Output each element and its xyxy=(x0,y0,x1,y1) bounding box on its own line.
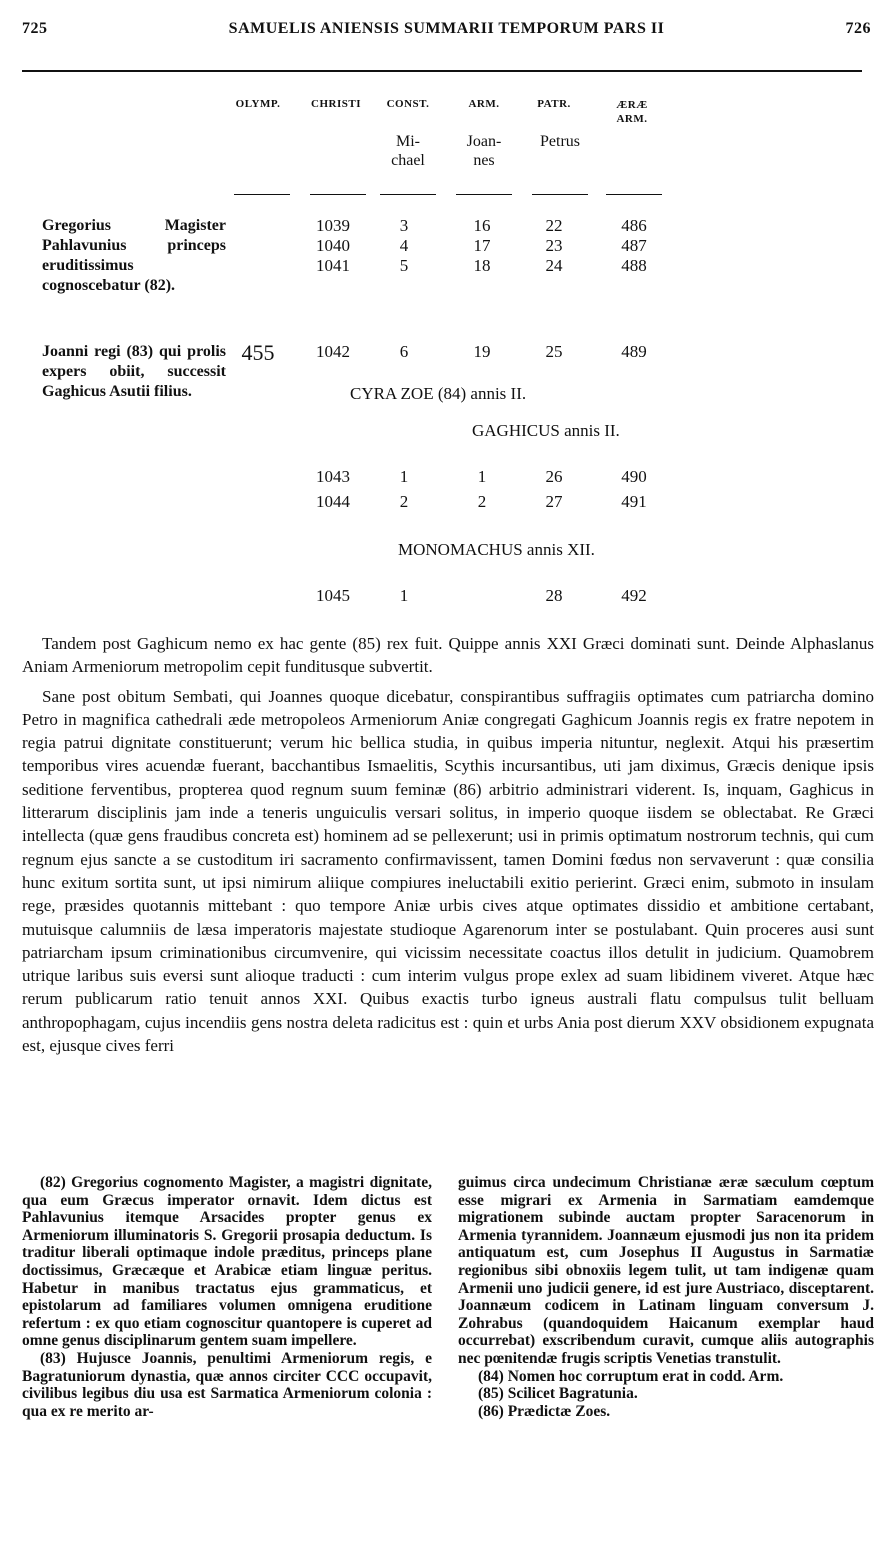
cell-christi: 1039 xyxy=(316,216,350,235)
cell-aerae: 492 xyxy=(621,586,647,605)
footnote: (82) Gregorius cognomento Magister, a magistri dignitate, qua eum Græcus imperator ornavit. Idem dictus est Pahlavunius itemque Arsacides propter genus ex Armeniorum illuminatoris S. Gregorii prosapia deductum. Is traditur liberali optimaque indole præditus, princeps plane doctissimus, Græcæque et Arabicæ etiam linguæ peritus. Habetur in manibus tractatus ejus grammaticus, et epistolarum ad familiares volumen omnigena eruditione refertum : ex quo etiam cognoscitur quantopere is cuperet ad omne genus disciplinarum gentem suam impellere. xyxy=(22,1174,432,1350)
col-patr: PATR. xyxy=(537,98,571,110)
cell-arm: 16 xyxy=(473,216,491,235)
cell-arm: 19 xyxy=(473,342,491,361)
cell-const: 6 xyxy=(399,342,409,361)
footnotes-right-column xyxy=(458,1174,874,1420)
header-rule xyxy=(22,70,862,72)
cell-const: 2 xyxy=(399,492,409,511)
column-rule xyxy=(380,194,436,195)
cell-const: 1 xyxy=(399,467,409,486)
cell-aerae: 486 xyxy=(621,216,647,235)
column-rule xyxy=(310,194,366,195)
cell-arm: 18 xyxy=(473,256,491,275)
reign-heading-gaghicus: GAGHICUS annis II. xyxy=(472,421,620,440)
cell-patr: 24 xyxy=(545,256,563,275)
cell-aerae: 488 xyxy=(621,256,647,275)
cell-const: 4 xyxy=(399,236,409,255)
reign-heading-cyra-zoe: CYRA ZOE (84) annis II. xyxy=(350,384,527,403)
cell-const: 1 xyxy=(399,586,409,605)
footnote: (85) Scilicet Bagratunia. xyxy=(478,1385,638,1403)
cell-arm: 1 xyxy=(477,467,487,486)
cell-patr: 22 xyxy=(545,216,563,235)
col-const: CONST. xyxy=(386,98,430,110)
footnote: (84) Nomen hoc corruptum erat in codd. Arm. xyxy=(478,1367,784,1385)
running-title: SAMUELIS ANIENSIS SUMMARII TEMPORUM PARS II xyxy=(228,20,665,37)
subhead-patr: Petrus xyxy=(540,133,580,150)
col-arm: ARM. xyxy=(468,98,500,110)
cell-patr: 26 xyxy=(545,467,563,486)
col-olymp: OLYMP. xyxy=(235,98,281,110)
col-christi: CHRISTI xyxy=(311,98,361,110)
cell-patr: 28 xyxy=(545,586,563,605)
footnotes-left-column xyxy=(22,1174,432,1420)
cell-christi: 1041 xyxy=(316,256,350,275)
column-rule xyxy=(234,194,290,195)
paragraph: Tandem post Gaghicum nemo ex hac gente (85) rex fuit. Quippe annis XXI Græci dominati sunt. Deinde Alphaslanus Aniam Armeniorum metropolim cepit funditusque subvertit. xyxy=(22,634,874,677)
cell-const: 5 xyxy=(399,256,409,275)
col-aerae-arm: ÆRÆ ARM. xyxy=(616,99,648,125)
page-number-right: 726 xyxy=(845,20,871,37)
page-number-left: 725 xyxy=(22,20,48,37)
reign-heading-monomachus: MONOMACHUS annis XII. xyxy=(398,540,595,559)
main-text xyxy=(22,632,874,1057)
cell-aerae: 487 xyxy=(621,236,647,255)
cell-olymp: 455 xyxy=(241,340,275,365)
cell-christi: 1042 xyxy=(316,342,350,361)
column-rule xyxy=(532,194,588,195)
cell-christi: 1044 xyxy=(316,492,350,511)
column-rule xyxy=(606,194,662,195)
column-rule xyxy=(456,194,512,195)
cell-patr: 23 xyxy=(545,236,563,255)
cell-christi: 1040 xyxy=(316,236,350,255)
cell-const: 3 xyxy=(399,216,409,235)
subhead-arm: Joan- nes xyxy=(466,133,502,169)
paragraph: Sane post obitum Sembati, qui Joannes quoque dicebatur, conspirantibus suffragiis optimates cum patriarcha domino Petro in magnifica cathedrali æde metropoleos Armeniorum Aniæ congregati Gaghicum Joannis regis ex fratre nepotem in regia patrui dignitate constituerunt; verum hic bellica studia, in quibus imperia nituntur, neglexit. Atqui his præsertim temporibus vires acuendæ fuerant, bacchantibus Ismaelitis, Scythis incursantibus, uti jam diximus, Græcis denique ipsis seditione ferventibus, propterea quod regnum suum feminæ (86) arbitrio administrari viderent. Is, inquam, Gaghicus in litterarum disciplinis jam inde a teneris unguiculis versari solitus, in imperio quoque iisdem se oblectabat. Re Græci intellecta (quæ gens fraudibus concreta est) hominem ad se pellexerunt; usi in primis optimatum nostrorum technis, qui cum regnum ejus sancte a se custoditum iri sacramento confirmavissent, tamen Domini fœdus non servaverunt : quæ consilia hunc exitum sortita sunt, ut ipsi nimirum aliique compiures ineluctabili exitio perierint. Græci enim, submoto in insulam rege, præsides quotannis mittebant : quo tempore Aniæ urbis cives atque optimates dissidio et ambitione certabant, mutuisque calumniis de læsa imperatoris majestate studioque Agarenorum inter se postulabant. Quin proceres ausi sunt patriarcham ipsum criminationibus circumvenire, qui vicissim necessitate coactus illos detulit in judicium. Quamobrem utrique laribus suis eversi sunt alioque traducti : cum interim vulgus prope exlex ad suam libidinem viveret. Atque hæc rerum publicarum ratio tenuit annos XXI. Quibus exactis turbo igneus australi flatu compulsus tulit belluam anthropophagam, cujus incendiis gens nostra deleta radicitus est : quin et urbs Ania post dierum XXV obsidionem expugnata est, ejusque cives ferri xyxy=(22,686,874,1056)
cell-arm: 2 xyxy=(477,492,487,511)
cell-aerae: 489 xyxy=(621,342,647,361)
cell-patr: 27 xyxy=(545,492,563,511)
cell-aerae: 490 xyxy=(621,467,647,486)
cell-arm: 17 xyxy=(473,236,491,255)
footnote: guimus circa undecimum Christianæ æræ sæculum cœptum esse migrari ex Armenia in Sarmatiam eamdemque migrationem subinde auctam propter Saracenorum in Armenia tyrannidem. Joannæum ejusmodi jus non ita pridem antiquatum est, cum Josephus II Augustus in Sarmatiæ regionibus sibi obnoxiis legem tulit, ut tam indigenæ quam Armenii uno judicii genere, id est jure Austriaco, disceptarent. Joannæum codicem in Latinam linguam conversum J. Zohrabus (quandoquidem Haicanum exemplar haud occurrebat) exscribendum curavit, cumque aliis autographis nec pœnitendæ frugis scriptis Venetias transtulit. xyxy=(458,1174,874,1367)
cell-christi: 1043 xyxy=(316,467,350,486)
subhead-const: Mi- chael xyxy=(391,133,425,169)
cell-aerae: 491 xyxy=(621,492,647,511)
side-note-joanni: Joanni regi (83) qui prolis expers obiit, successit Gaghicus Asutii filius. xyxy=(42,343,226,400)
cell-christi: 1045 xyxy=(316,586,350,605)
footnote: (83) Hujusce Joannis, penultimi Armeniorum regis, e Bagratuniorum dynastia, quæ annos circiter CCC occupavit, civilibus legibus diu usa est Sarmatica Armeniorum colonia : qua ex re merito ar- xyxy=(22,1349,432,1420)
footnote: (86) Prædictæ Zoes. xyxy=(478,1402,611,1420)
side-note-gregorius: Gregorius Magister Pahlavunius princeps eruditissimus cognoscebatur (82). xyxy=(42,217,226,294)
cell-patr: 25 xyxy=(545,342,563,361)
